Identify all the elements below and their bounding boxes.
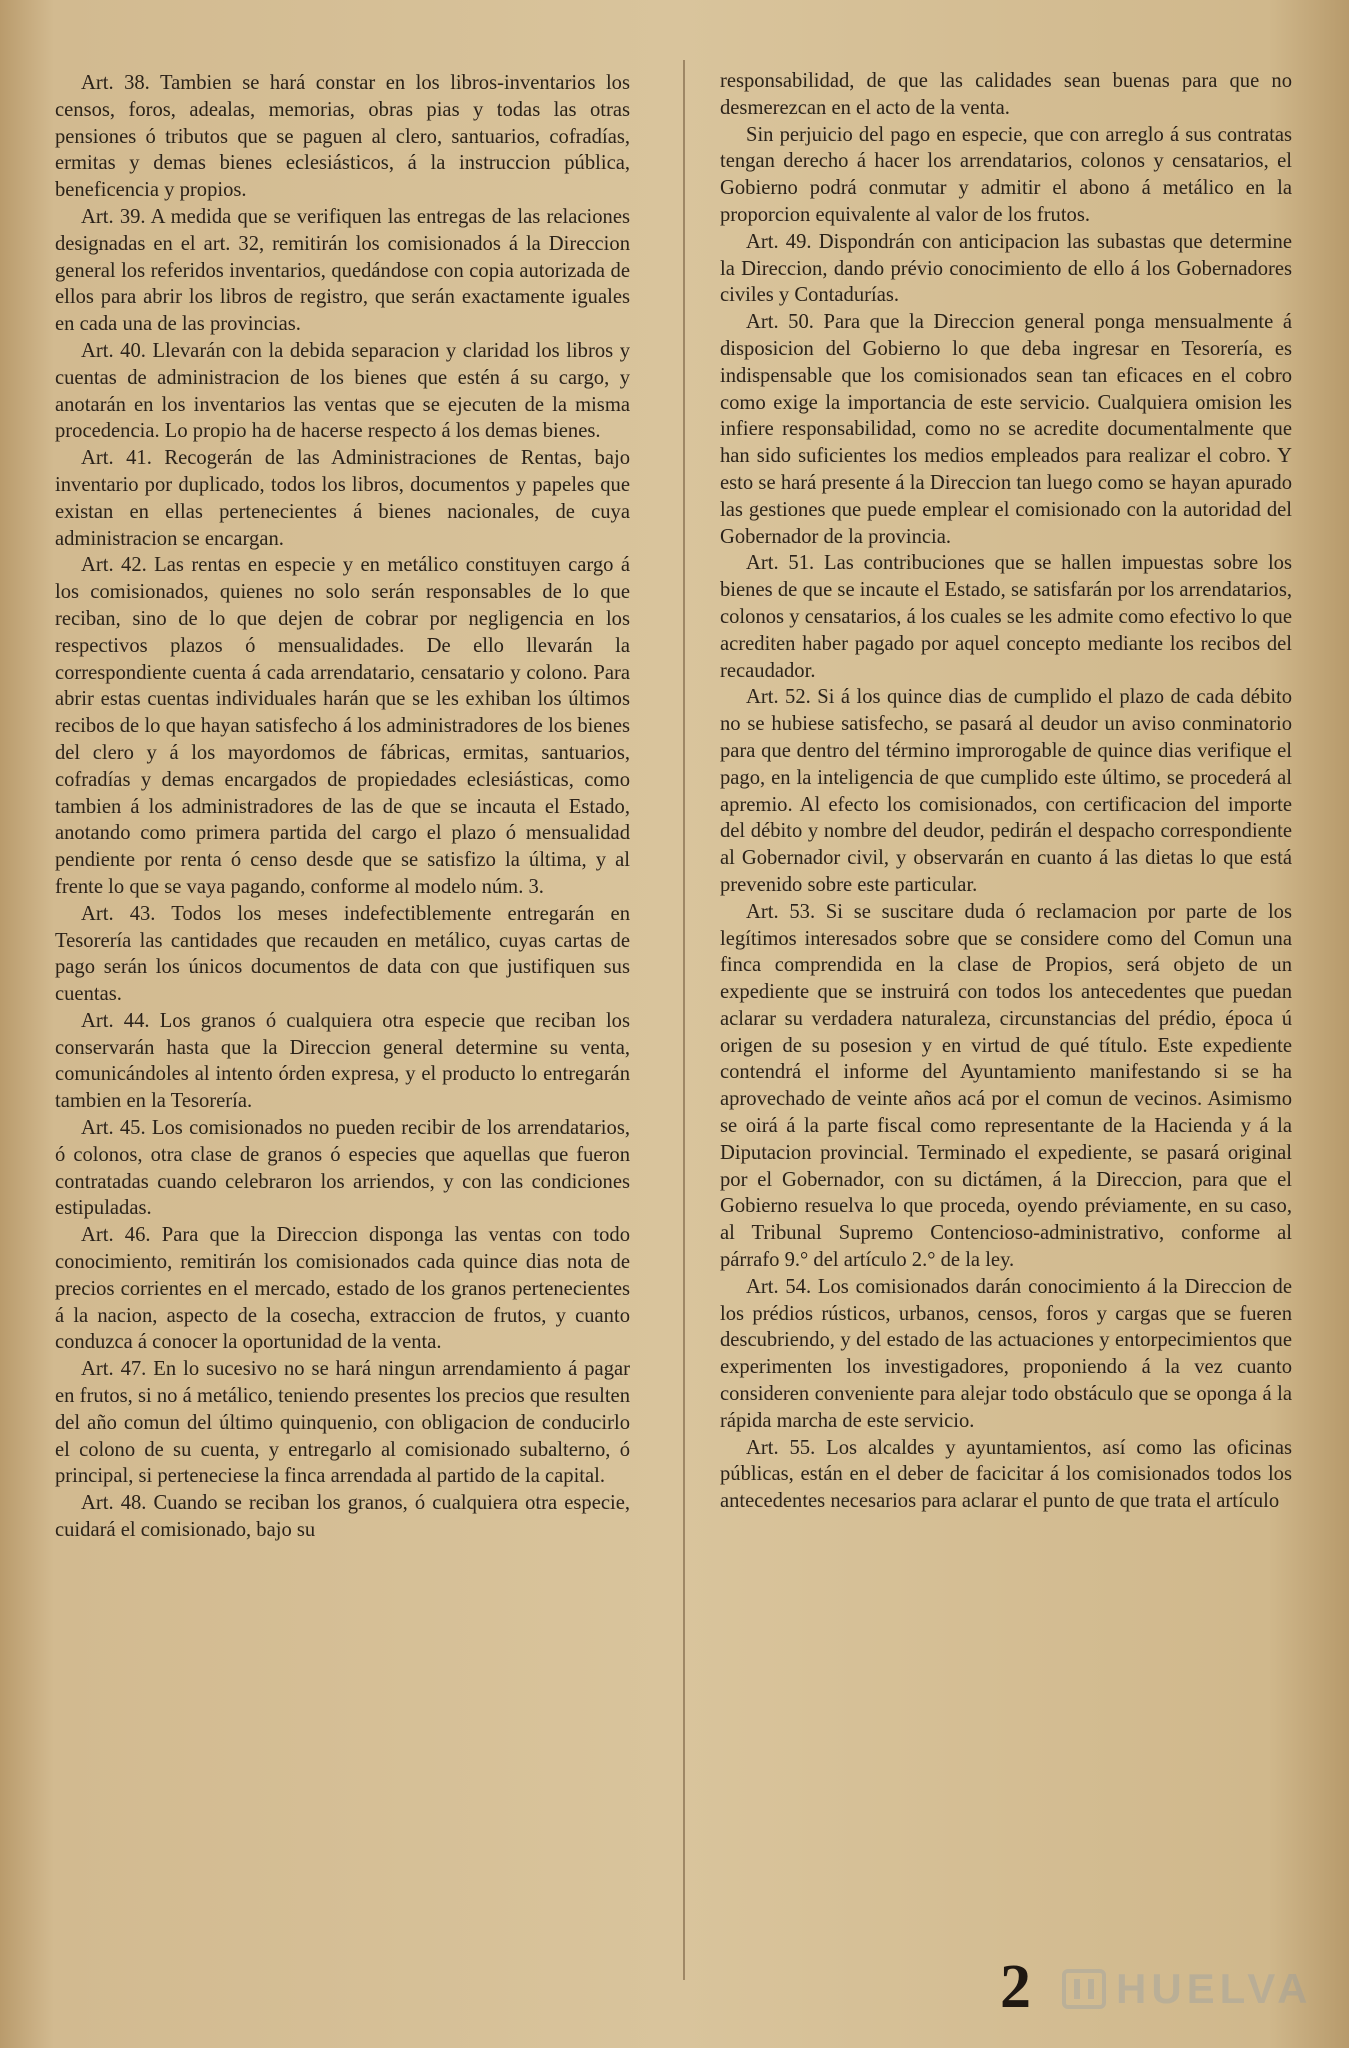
article-49: Art. 49. Dispondrán con anticipacion las subastas que determine la Direccion, dando prévio conocimiento de ello á los Gobernadores civiles y Contadurías.: [720, 230, 1292, 307]
article-50: Art. 50. Para que la Direccion general ponga mensualmente á disposicion del Gobierno lo que deba ingresar en Tesorería, es indispensable que los comisionados sean tan eficaces en el cobro como exige la importancia de este servicio. Cualquiera omision les infiere responsabilidad, como no se acredite documentalmente que han sido suficientes los medios empleados para realizar el cobro. Y esto se hará presente á la Direccion tan luego como se hayan apurado las gestiones que puede emplear el comisionado con la autoridad del Gobernador de la provincia.: [720, 311, 1292, 548]
article-48-paragraph: Sin perjuicio del pago en especie, que con arreglo á sus contratas tengan derecho á hacer los arrendatarios, colonos y censatarios, el Gobierno podrá conmutar y admitir el abono á metálico en la proporcion equivalente al valor de los frutos.: [720, 123, 1292, 226]
article-51: Art. 51. Las contribuciones que se hallen impuestas sobre los bienes de que se incaute el Estado, se satisfarán por los arrendatarios, colonos y censatarios, á los cuales se les admite como efectivo lo que acrediten haber pagado por aquel concepto mediante los recibos del recaudador.: [720, 552, 1292, 682]
article-52: Art. 52. Si á los quince dias de cumplido el plazo de cada débito no se hubiese satisfecho, se pasará al deudor un aviso conminatorio para que dentro del término improrogable de quince dias verifique el pago, en la inteligencia de que cumplido este último, se procederá al apremio. Al efecto los comisionados, con certificacion del importe del débito y nombre del deudor, pedirán el despacho correspondiente al Gobernador civil, y observarán en cuanto á las dietas lo que está prevenido sobre este particular.: [720, 686, 1292, 896]
article-44: Art. 44. Los granos ó cualquiera otra especie que reciban los conservarán hasta que la Direccion general determine su venta, comunicándoles al intento órden expresa, y el producto lo entregarán tambien en la Tesorería.: [55, 1009, 630, 1113]
article-42: Art. 42. Las rentas en especie y en metálico constituyen cargo á los comisionados, quienes no solo serán responsables de lo que reciban, sino de lo que dejen de cobrar por negligencia en los respectivos plazos ó mensualidades. De ello llevarán la correspondiente cuenta á cada arrendatario, censatario y colono. Para abrir estas cuentas individuales harán que se les exhiban los últimos recibos de lo que hayan satisfecho á los administradores de los bienes del clero y á los mayordomos de fábricas, ermitas, santuarios, cofradías y demas encargados de propiedades eclesiásticas, como tambien á los administradores de las de que se incauta el Estado, anotando como primera partida del cargo el plazo ó mensualidad pendiente por renta ó censo desde que se satisfizo la última, y al frente lo que se vaya pagando, conforme al modelo núm. 3.: [55, 554, 630, 898]
archive-watermark: [1060, 1965, 1312, 2013]
article-53: Art. 53. Si se suscitare duda ó reclamacion por parte de los legítimos interesados sobre que se considere como del Comun una finca comprendida en la clase de Propios, será objeto de un expediente que se instruirá con todos los antecedentes que puedan aclarar su verdadera naturaleza, circunstancias del prédio, época ú origen de su posesion y en virtud de qué título. Este expediente contendrá el informe del Ayuntamiento manifestando si se ha aprovechado de veinte años acá por el comun de vecinos. Asimismo se oirá á la parte fiscal como representante de la Hacienda y á la Diputacion provincial. Terminado el expediente, se pasará original por el Gobernador, con su dictámen, á la Direccion, para que el Gobierno resuelva lo que proceda, oyendo préviamente, en su caso, al Tribunal Supremo Contencioso-administrativo, conforme al párrafo 9.° del artículo 2.° de la ley.: [720, 900, 1292, 1272]
article-48-continuation: responsabilidad, de que las calidades sean buenas para que no desmerezcan en el acto de la venta.: [720, 70, 1292, 119]
article-47: Art. 47. En lo sucesivo no se hará ningun arrendamiento á pagar en frutos, si no á metálico, teniendo presentes los precios que resulten del año comun del último quinquenio, con obligacion de conducirlo el colono de su cuenta, y entregarlo al comisionado subalterno, ó principal, si perteneciese la finca arrendada al partido de la capital.: [55, 1358, 630, 1488]
column-divider: [683, 60, 685, 1980]
archive-logo-icon: [1060, 1965, 1108, 2013]
article-48: Art. 48. Cuando se reciban los granos, ó cualquiera otra especie, cuidará el comisionado, bajo su: [55, 1492, 630, 1542]
left-column: [55, 70, 630, 1544]
article-45: Art. 45. Los comisionados no pueden recibir de los arrendatarios, ó colonos, otra clase de granos ó especies que aquellas que fueron contratadas cuando celebraron los arriendos, y con las condiciones estipuladas.: [55, 1117, 630, 1220]
article-46: Art. 46. Para que la Direccion disponga las ventas con todo conocimiento, remitirán los comisionados cada quince dias nota de precios corrientes en el mercado, estado de los granos pertenecientes á la nacion, aspecto de la cosecha, extraccion de frutos, y cuanto conduzca á conocer la oportunidad de la venta.: [55, 1224, 630, 1354]
article-40: Art. 40. Llevarán con la debida separacion y claridad los libros y cuentas de administracion de los bienes que estén á su cargo, y anotarán en los inventarios las ventas que se ejecuten de la misma procedencia. Lo propio ha de hacerse respecto á los demas bienes.: [55, 339, 630, 443]
article-38: Art. 38. Tambien se hará constar en los libros-inventarios los censos, foros, adealas, memorias, obras pias y todas las otras pensiones ó tributos que se paguen al clero, santuarios, cofradías, ermitas y demas bienes eclesiásticos, á la instruccion pública, beneficencia y propios.: [55, 72, 630, 202]
article-54: Art. 54. Los comisionados darán conocimiento á la Direccion de los prédios rústicos, urbanos, censos, foros y cargas que se fueren descubriendo, y del estado de las actuaciones y entorpecimientos que experimenten los investigadores, proponiendo á la vez cuanto consideren conveniente para alejar todo obstáculo que se oponga á la rápida marcha de este servicio.: [720, 1275, 1292, 1432]
watermark-text: HUELVA: [1116, 1965, 1313, 2012]
article-41: Art. 41. Recogerán de las Administraciones de Rentas, bajo inventario por duplicado, todos los libros, documentos y papeles que existan en ellas pertenecientes á bienes nacionales, de cuya administracion se encargan.: [55, 447, 630, 550]
page-number: 2: [1000, 1953, 1031, 2021]
article-55: Art. 55. Los alcaldes y ayuntamientos, así como las oficinas públicas, están en el deber de facicitar á los comisionados todos los antecedentes necesarios para aclarar el punto de que trata el artículo: [720, 1436, 1292, 1513]
right-column: [720, 68, 1292, 1515]
article-43: Art. 43. Todos los meses indefectiblemente entregarán en Tesorería las cantidades que recauden en metálico, cuyas cartas de pago serán los únicos documentos de data con que justifiquen sus cuentas.: [55, 902, 630, 1006]
article-39: Art. 39. A medida que se verifiquen las entregas de las relaciones designadas en el art. 32, remitirán los comisionados á la Direccion general los referidos inventarios, quedándose con copia autorizada de ellos para abrir los libros de registro, que serán exactamente iguales en cada una de las provincias.: [55, 205, 630, 336]
